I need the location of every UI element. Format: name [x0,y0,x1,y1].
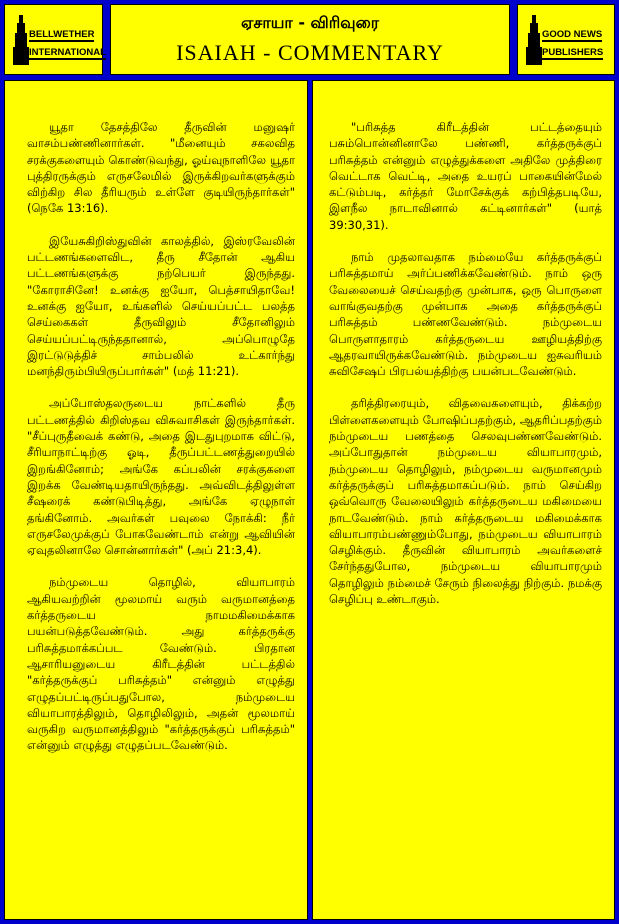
bell-tower-icon [526,15,542,65]
bellwether-logo [11,15,106,67]
left-paragraph-4: நம்முடைய தொழில், வியாபாரம் ஆகியவற்றின் மூலமாய் வரும் வருமானத்தை கர்த்தருடைய நாமமகிமைக்காக பயன்படுத்தவேண்டும். அது கர்த்தருக்கு பரிசுத்தமாக்கப்பட வேண்டும். பிரதான ஆசாரியனுடைய கிரீடத்தின் பட்டத்தில் "கர்த்தருக்குப் பரிசுத்தம்" என்னும் எழுத்து எழுதப்பட்டிருப்பதுபோல, நம்முடைய வியாபாரத்திலும், தொழிலிலும், அதன் மூலமாய் வருகிற வருமானத்திலும் "கர்த்தருக்குப் பரிசுத்தம்" என்னும் எழுத்து எழுதப்படவேண்டும். [27,575,295,753]
title-panel [110,4,510,75]
right-paragraph-1: "பரிசுத்த கிரீடத்தின் பட்டத்தையும் பசும்பொன்னினாலே பண்ணி, கர்த்தருக்குப் பரிசுத்தம் என்னும் எழுத்துக்களை அதிலே முத்திரை வெட்டாக வெட்டி, அதை உயரப் பாகையின்மேல் கட்டும்படி, கர்த்தர் மோசேக்குக் கற்பித்தபடியே, இளநீல நாடாவினால் கட்டினார்கள்" (யாத் 39:30,31). [329,120,602,232]
good-news-logo-panel [517,4,615,75]
bellwether-logo-panel [4,4,106,75]
logo-right-line2: PUBLISHERS [542,47,604,58]
logo-left-line2: INTERNATIONAL [29,47,106,58]
left-paragraph-1: யூதா தேசத்திலே தீருவின் மனுஷர் வாசம்பண்ணினார்கள். "மீனையும் சகலவித சரக்குகளையும் கொண்டுவந்து, ஓய்வுநாளிலே யூதா புத்திரருக்கும் எருசலேமில் இருக்கிறவர்களுக்கும் விற்கிற சில தீரியரும் உள்ளே குடியிருந்தார்கள்" (நெகே 13:16). [27,120,295,216]
right-column [312,80,615,920]
right-paragraph-3: தரித்திரரையும், விதவைகளையும், திக்கற்ற பிள்ளைகளையும் போஷிப்பதற்கும், ஆதரிப்பதற்கும் நம்முடைய பணத்தை செலவுபண்ணவேண்டும். அப்போதுதான் நம்முடைய வியாபாரமும், நம்முடைய தொழிலும், நம்முடைய வருமானமும் கர்த்தருக்குப் பரிசுத்தமாகப்படும். நாம் செய்கிற ஒவ்வொரு வேலையிலும் கர்த்தருடைய மகிமையை நாடவேண்டும். நாம் கர்த்தருடைய மகிமைக்காக வியாபாரம்பண்ணும்போது, நம்முடைய வியாபாரம் செழிக்கும். தீருவின் வியாபாரம் அவர்களைச் சேர்ந்ததுபோல, நம்முடைய வியாபாரமும் தொழிலும் நம்மைச் சேரும் நிலைத்து நிற்கும். நமக்கு செழிப்பு உண்டாகும். [329,396,602,607]
good-news-logo [524,15,610,67]
left-paragraph-3: அப்போஸ்தலருடைய நாட்களில் தீரு பட்டணத்தில் கிறிஸ்தவ விசுவாசிகள் இருந்தார்கள். "சீப்புருதீவைக் கண்டு, அதை இடதுபுறமாக விட்டு, சீரியாநாட்டிற்கு ஓடி, தீருப்பட்டணத்துறையில் இறங்கினோம்; அங்கே கப்பலின் சரக்குகளை இறக்க வேண்டியதாயிருந்தது. அவ்விடத்திலுள்ள சீஷரைக் கண்டுபிடித்து, அங்கே ஏழுநாள் தங்கினோம். அவர்கள் பவுலை நோக்கி: நீர் எருசலேமுக்குப் போகவேண்டாம் என்று ஆவியின் ஏவுதலினாலே சொன்னார்கள்" (அப் 21:3,4). [27,396,295,558]
right-paragraph-2: நாம் முதலாவதாக நம்மையே கர்த்தருக்குப் பரிசுத்தமாய் அர்ப்பணிக்கவேண்டும். நாம் ஒரு வேலையைச் செய்வதற்கு முன்பாக, ஒரு பொருளை வாங்குவதற்கு முன்பாக அதை கர்த்தருக்குப் பரிசுத்தம் பண்ணவேண்டும். நம்முடைய பொருளாதாரம் கர்த்தருடைய ஊழியத்திற்கு ஆதரவாயிருக்கவேண்டும். நம்முடைய ஐசுவரியம் சுவிசேஷப் பிரபல்யத்திற்கு பயன்படவேண்டும். [329,250,602,379]
left-paragraph-2: இயேசுகிறிஸ்துவின் காலத்தில், இஸ்ரவேலின் பட்டணங்களைவிட, தீரு சீதோன் ஆகிய பட்டணங்களுக்கு நற்பெயர் இருந்தது. "கோராசினே! உனக்கு ஐயோ, பெத்சாயிதாவே! உனக்கு ஐயோ, உங்களில் செய்யப்பட்ட பலத்த செய்கைகள் தீருவிலும் சீதோனிலும் செய்யப்பட்டிருந்ததானால், அப்பொழுதே இரட்டுடுத்திச் சாம்பலில் உட்கார்ந்து மனந்திரும்பியிருப்பார்கள்" (மத் 11:21). [27,233,295,379]
title-english: ISAIAH - COMMENTARY [176,40,444,65]
title-tamil: ஏசாயா - விரிவுரை [241,13,379,32]
left-column [4,80,308,920]
logo-right-line1: GOOD NEWS [542,29,603,40]
bell-tower-icon [13,15,29,65]
logo-left-line1: BELLWETHER [29,29,95,40]
